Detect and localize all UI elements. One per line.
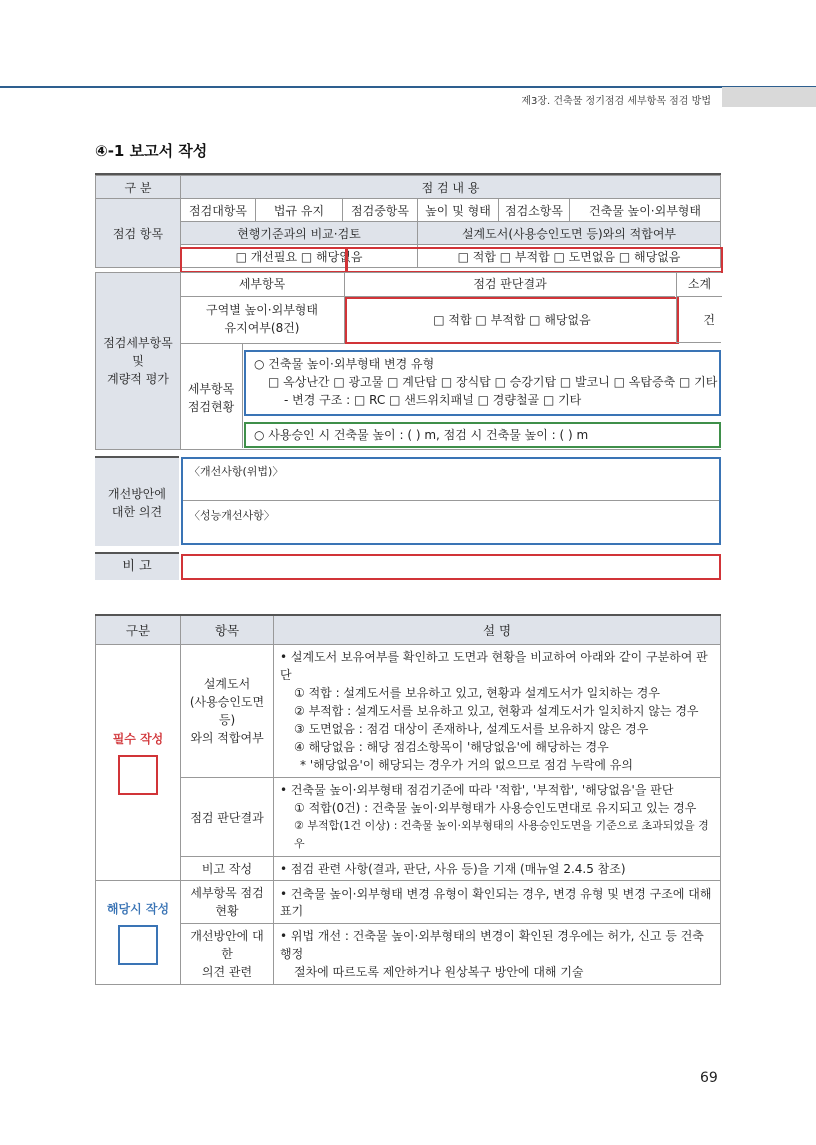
status-label-1: 세부항목 xyxy=(187,382,235,396)
detail-label-3: 계량적 평가 xyxy=(107,372,169,386)
detail-section-label xyxy=(95,334,181,388)
fit-options-highlight xyxy=(345,247,723,273)
fit-options[interactable]: □ 적합 □ 부적합 □ 도면없음 □ 해당없음 xyxy=(418,245,721,268)
change-type-box xyxy=(244,350,721,416)
section-title: ④-1 보고서 작성 xyxy=(95,142,208,160)
compare-options[interactable]: □ 개선필요 □ 해당없음 xyxy=(181,245,418,268)
guide-desc-3: • 점검 관련 사항(결과, 판단, 사유 등)을 기재 (매뉴얼 2.4.5 참조) xyxy=(274,857,721,881)
sub-item-cell xyxy=(180,297,345,344)
guide-desc-2-line: • 건축물 높이·외부형태 점검기준에 따라 '적합', '부적합', '해당없음'을 판단 xyxy=(280,783,674,797)
guide-desc-1-line: ④ 해당없음 : 해당 점검소항목이 '해당없음'에 해당하는 경우 xyxy=(294,740,609,754)
chapter-title: 제3장. 건축물 정기점검 세부항목 점검 방법 xyxy=(521,96,711,107)
guide-desc-5-line: 절차에 따르도록 제안하거나 원상복구 방안에 대해 기술 xyxy=(294,965,584,979)
improve-violation-label: 〈개선사항(위법)〉 xyxy=(189,465,284,478)
height-box xyxy=(244,422,721,448)
change-structure[interactable]: - 변경 구조 : □ RC □ 샌드위치패널 □ 경량철골 □ 기타 xyxy=(284,393,582,407)
sub-item-2: 유지여부(8건) xyxy=(224,321,300,335)
guide-item-1-line-1: 설계도서 xyxy=(203,677,251,691)
guide-item-2: 점검 판단결과 xyxy=(181,778,274,857)
middle-label: 점검중항목 xyxy=(343,199,418,222)
fit-label: 설계도서(사용승인도면 등)와의 적합여부 xyxy=(418,222,721,245)
guide-desc-2-line: ② 부적합(1건 이상) : 건축물 높이·외부형태의 사용승인도면을 기준으로 초과되었을 경우 xyxy=(294,819,709,850)
page-number: 69 xyxy=(700,1070,718,1086)
guide-table xyxy=(95,614,721,985)
guide-col-item: 항목 xyxy=(181,615,274,645)
improve-label-1: 개선방안에 xyxy=(108,487,166,501)
guide-item-1-line-3: 와의 적합여부 xyxy=(190,731,264,745)
col-content: 점 검 내 용 xyxy=(181,176,721,199)
middle-value: 높이 및 형태 xyxy=(418,199,499,222)
improve-label-2: 대한 의견 xyxy=(111,505,163,519)
change-type-options[interactable]: □ 옥상난간 □ 광고물 □ 계단탑 □ 장식탑 □ 승강기탑 □ 발코니 □ 옥탑증축 □ 기타 xyxy=(268,375,718,389)
subtotal-header: 소계 xyxy=(676,272,722,297)
guide-item-5-line-1: 개선방안에 대한 xyxy=(190,929,264,961)
guide-item-1 xyxy=(181,645,274,778)
guide-desc-5-line: • 위법 개선 : 건축물 높이·외부형태의 변경이 확인된 경우에는 허가, 신고 등 건축행정 xyxy=(280,929,704,961)
guide-desc-1-line: ② 부적합 : 설계도서를 보유하고 있고, 현황과 설계도서가 일치하지 않는 경우 xyxy=(294,704,699,718)
result-options-highlight[interactable] xyxy=(345,297,679,344)
header-rule xyxy=(0,86,816,88)
guide-desc-1-line: • 설계도서 보유여부를 확인하고 도면과 현황을 비교하여 아래와 같이 구분하여 판단 xyxy=(280,650,708,682)
required-label: 필수 작성 xyxy=(112,732,164,746)
guide-desc-1-line: * '해당없음'이 해당되는 경우가 거의 없으므로 점검 누락에 유의 xyxy=(300,758,633,772)
minor-label: 점검소항목 xyxy=(499,199,570,222)
guide-item-5 xyxy=(181,924,274,985)
guide-desc-5 xyxy=(274,924,721,985)
guide-item-1-line-2: (사용승인도면 등) xyxy=(189,695,265,727)
optional-cell xyxy=(96,881,181,985)
major-label: 점검대항목 xyxy=(181,199,256,222)
compare-options-highlight xyxy=(180,247,348,273)
guide-desc-2 xyxy=(274,778,721,857)
detail-label-2: 및 xyxy=(132,354,144,368)
guide-desc-2-line: ① 적합(0건) : 건축물 높이·외부형태가 사용승인도면대로 유지되고 있는 경우 xyxy=(294,801,697,815)
compare-label: 현행기준과의 비교·검토 xyxy=(181,222,418,245)
guide-col-desc: 설 명 xyxy=(274,615,721,645)
sub-item-header: 세부항목 xyxy=(180,272,345,297)
guide-item-4-line-2: 현황 xyxy=(215,904,239,918)
optional-swatch xyxy=(118,925,158,965)
guide-item-4 xyxy=(181,881,274,924)
subtotal-unit: 건 xyxy=(676,297,721,343)
result-header: 점검 판단결과 xyxy=(345,272,675,297)
remark-label: 비 고 xyxy=(95,552,179,580)
guide-desc-4: • 건축물 높이·외부형태 변경 유형이 확인되는 경우, 변경 유형 및 변경 구조에 대해 표기 xyxy=(274,881,721,924)
status-label-cell xyxy=(180,344,243,448)
improve-box[interactable] xyxy=(181,457,721,545)
change-type-title: ○ 건축물 높이·외부형태 변경 유형 xyxy=(254,357,435,371)
guide-desc-1-line: ① 적합 : 설계도서를 보유하고 있고, 현황과 설계도서가 일치하는 경우 xyxy=(294,686,660,700)
guide-desc-1 xyxy=(274,645,721,778)
guide-item-3: 비고 작성 xyxy=(181,857,274,881)
result-options[interactable]: □ 적합 □ 부적합 □ 해당없음 xyxy=(433,313,591,327)
col-division: 구 분 xyxy=(96,176,181,199)
status-label-2: 점검현황 xyxy=(187,400,235,414)
optional-label: 해당시 작성 xyxy=(106,902,170,916)
height-line[interactable]: ○ 사용승인 시 건축물 높이 : ( ) m, 점검 시 건축물 높이 : ( ) m xyxy=(254,428,589,442)
guide-item-5-line-2: 의견 관련 xyxy=(201,965,253,979)
improve-performance-field[interactable] xyxy=(183,501,719,529)
minor-value: 건축물 높이·외부형태 xyxy=(570,199,721,222)
guide-desc-1-line: ③ 도면없음 : 점검 대상이 존재하나, 설계도서를 보유하지 않은 경우 xyxy=(294,722,649,736)
header-tab xyxy=(722,87,816,107)
required-cell xyxy=(96,645,181,881)
sub-item-1: 구역별 높이·외부형태 xyxy=(206,303,318,317)
row-inspection-item: 점검 항목 xyxy=(96,199,181,268)
detail-label-1: 점검세부항목 xyxy=(103,336,173,350)
major-value: 법규 유지 xyxy=(256,199,343,222)
remark-field[interactable] xyxy=(181,554,721,580)
guide-item-4-line-1: 세부항목 점검 xyxy=(190,886,264,900)
guide-col-division: 구분 xyxy=(96,615,181,645)
improve-performance-label: 〈성능개선사항〉 xyxy=(189,509,275,522)
improve-label-cell xyxy=(95,456,179,546)
improve-violation-field[interactable] xyxy=(183,459,719,501)
required-swatch xyxy=(118,755,158,795)
